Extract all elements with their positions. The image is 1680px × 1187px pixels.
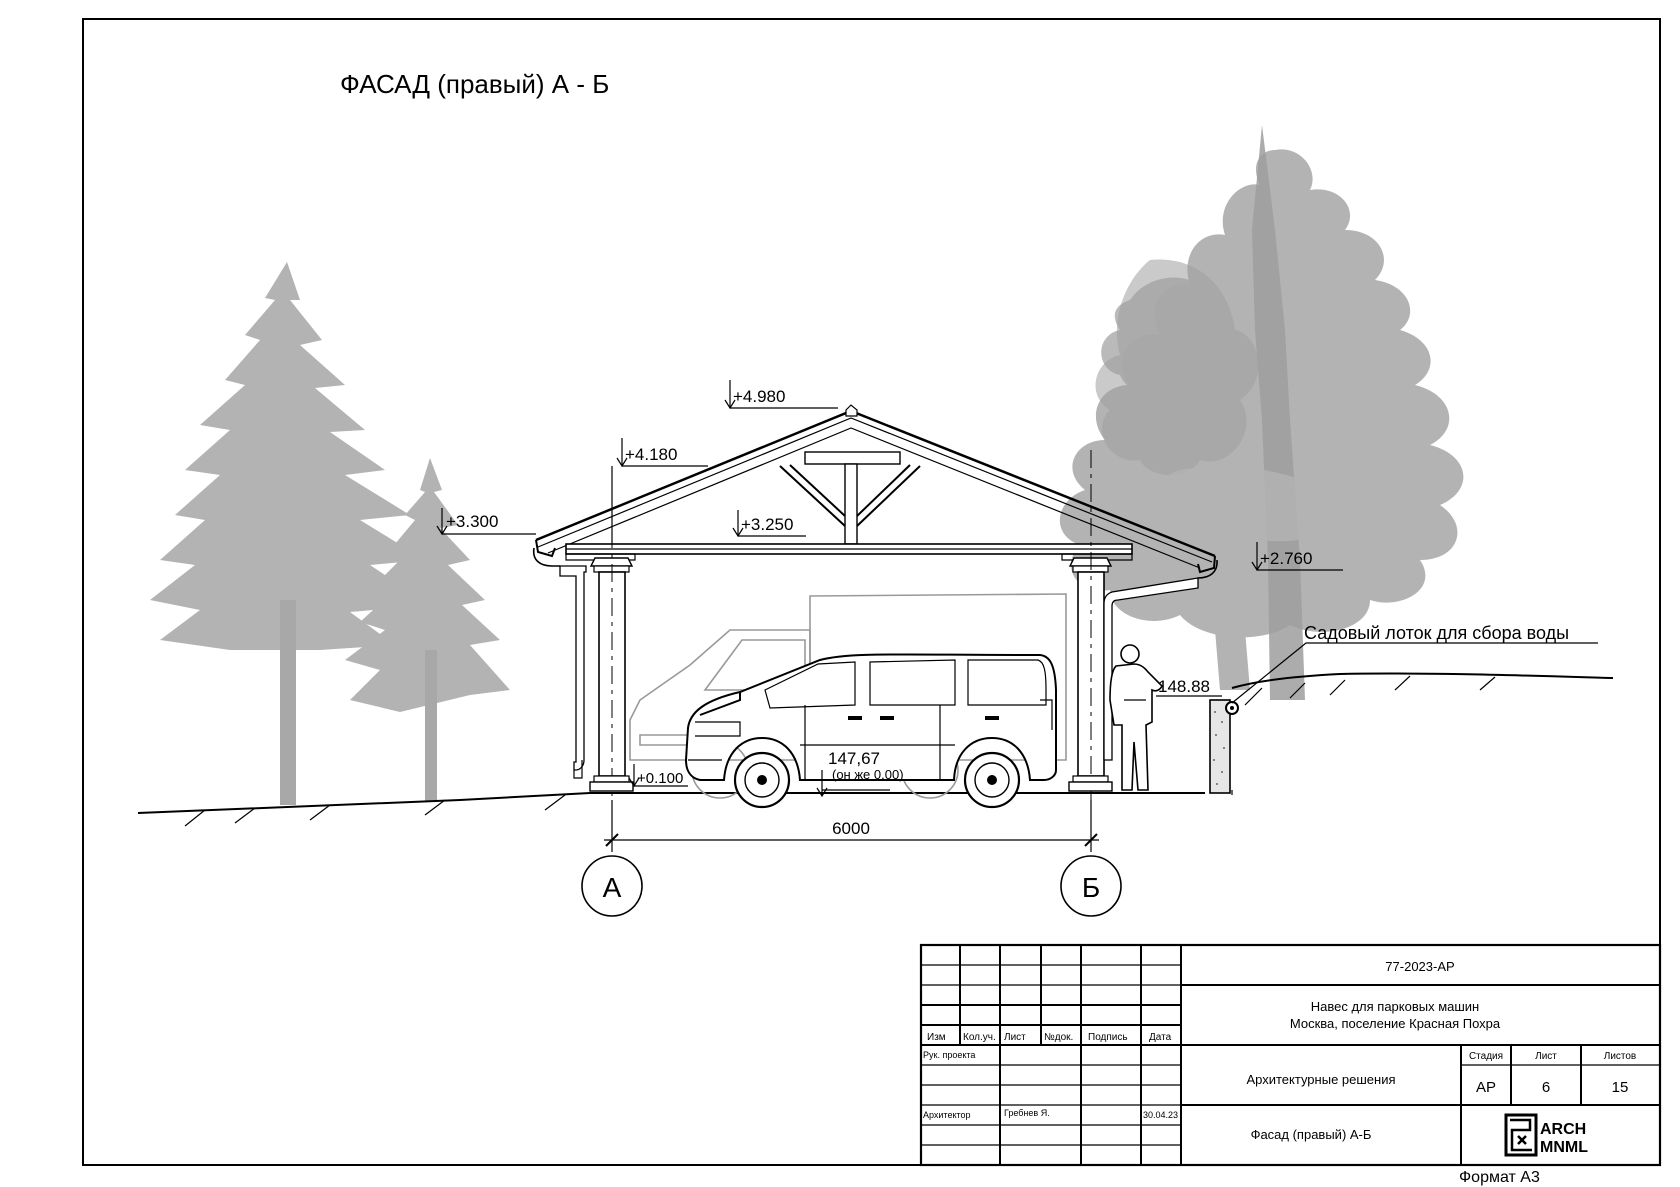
tb-project-line1: Навес для парковых машин bbox=[1310, 999, 1480, 1014]
tb-ndok: №док. bbox=[1044, 1032, 1074, 1043]
tb-sheet-title: Фасад (правый) А-Б bbox=[1250, 1127, 1372, 1142]
water-tray bbox=[1210, 700, 1238, 795]
elevation-mark-floor bbox=[629, 764, 688, 787]
logo-line2: MNML bbox=[1540, 1139, 1588, 1156]
van bbox=[686, 654, 1056, 807]
elevation-mark-ridge bbox=[725, 380, 838, 408]
tb-list: Лист bbox=[1004, 1032, 1026, 1043]
elevation-ground-label: 147,67 bbox=[828, 749, 880, 768]
tb-section: Архитектурные решения bbox=[1246, 1072, 1396, 1087]
person-figure bbox=[1110, 645, 1162, 790]
format-label: Формат А3 bbox=[1459, 1169, 1540, 1186]
tb-sheet: 6 bbox=[1541, 1079, 1551, 1096]
dimension-line bbox=[604, 800, 1099, 852]
tb-arch: Архитектор bbox=[923, 1110, 971, 1120]
tb-sheet-label: Лист bbox=[1535, 1051, 1557, 1062]
title-block bbox=[921, 945, 1660, 1165]
axis-marker-a bbox=[582, 856, 642, 916]
tb-data: Дата bbox=[1149, 1032, 1172, 1043]
tb-stage: АР bbox=[1475, 1079, 1497, 1096]
tb-code: 77-2023-АР bbox=[1385, 959, 1455, 974]
elevation-beam-label: +3.250 bbox=[741, 515, 794, 534]
tb-arch-date: 30.04.23 bbox=[1143, 1110, 1179, 1120]
tree-right-large bbox=[1060, 125, 1464, 700]
elevation-mark-eave bbox=[612, 438, 708, 545]
elevation-floor-label: +0.100 bbox=[637, 770, 684, 787]
tray-annotation: Садовый лоток для сбора воды bbox=[1304, 623, 1570, 643]
elevation-mark-beam bbox=[733, 510, 806, 536]
tb-sheets: 15 bbox=[1611, 1079, 1629, 1096]
elevation-mark-gutter-left bbox=[437, 508, 536, 534]
axis-b-label: Б bbox=[1081, 872, 1101, 903]
column-left bbox=[560, 530, 633, 800]
tb-arch-name: Гребнев Я. bbox=[1004, 1108, 1050, 1118]
tb-stage-label: Стадия bbox=[1468, 1051, 1504, 1062]
elevation-mark-tray bbox=[1156, 677, 1222, 696]
tb-project-line2: Москва, поселение Красная Похра bbox=[1289, 1016, 1501, 1031]
elevation-ridge-label: +4.980 bbox=[733, 387, 786, 406]
tb-ruk: Рук. проекта bbox=[923, 1050, 976, 1060]
tb-sheets-label: Листов bbox=[1603, 1051, 1637, 1062]
tb-kol: Кол.уч. bbox=[963, 1032, 996, 1043]
axis-marker-b bbox=[1061, 856, 1121, 916]
elevation-ground-note: (он же 0.00) bbox=[832, 767, 904, 782]
elevation-tray-label: 148.88 bbox=[1158, 677, 1210, 696]
elevation-eave-label: +4.180 bbox=[625, 445, 678, 464]
tb-podpis: Подпись bbox=[1088, 1032, 1128, 1043]
axis-a-label: А bbox=[602, 872, 622, 903]
dimension-value: 6000 bbox=[832, 819, 870, 838]
logo-line1: ARCH bbox=[1540, 1121, 1587, 1138]
drawing-title: ФАСАД (правый) А - Б bbox=[340, 69, 610, 99]
elevation-gutter-right-label: +2.760 bbox=[1260, 549, 1313, 568]
tree-left-large bbox=[150, 262, 430, 805]
elevation-gutter-left-label: +3.300 bbox=[446, 512, 499, 531]
tb-izm: Изм bbox=[927, 1032, 946, 1043]
